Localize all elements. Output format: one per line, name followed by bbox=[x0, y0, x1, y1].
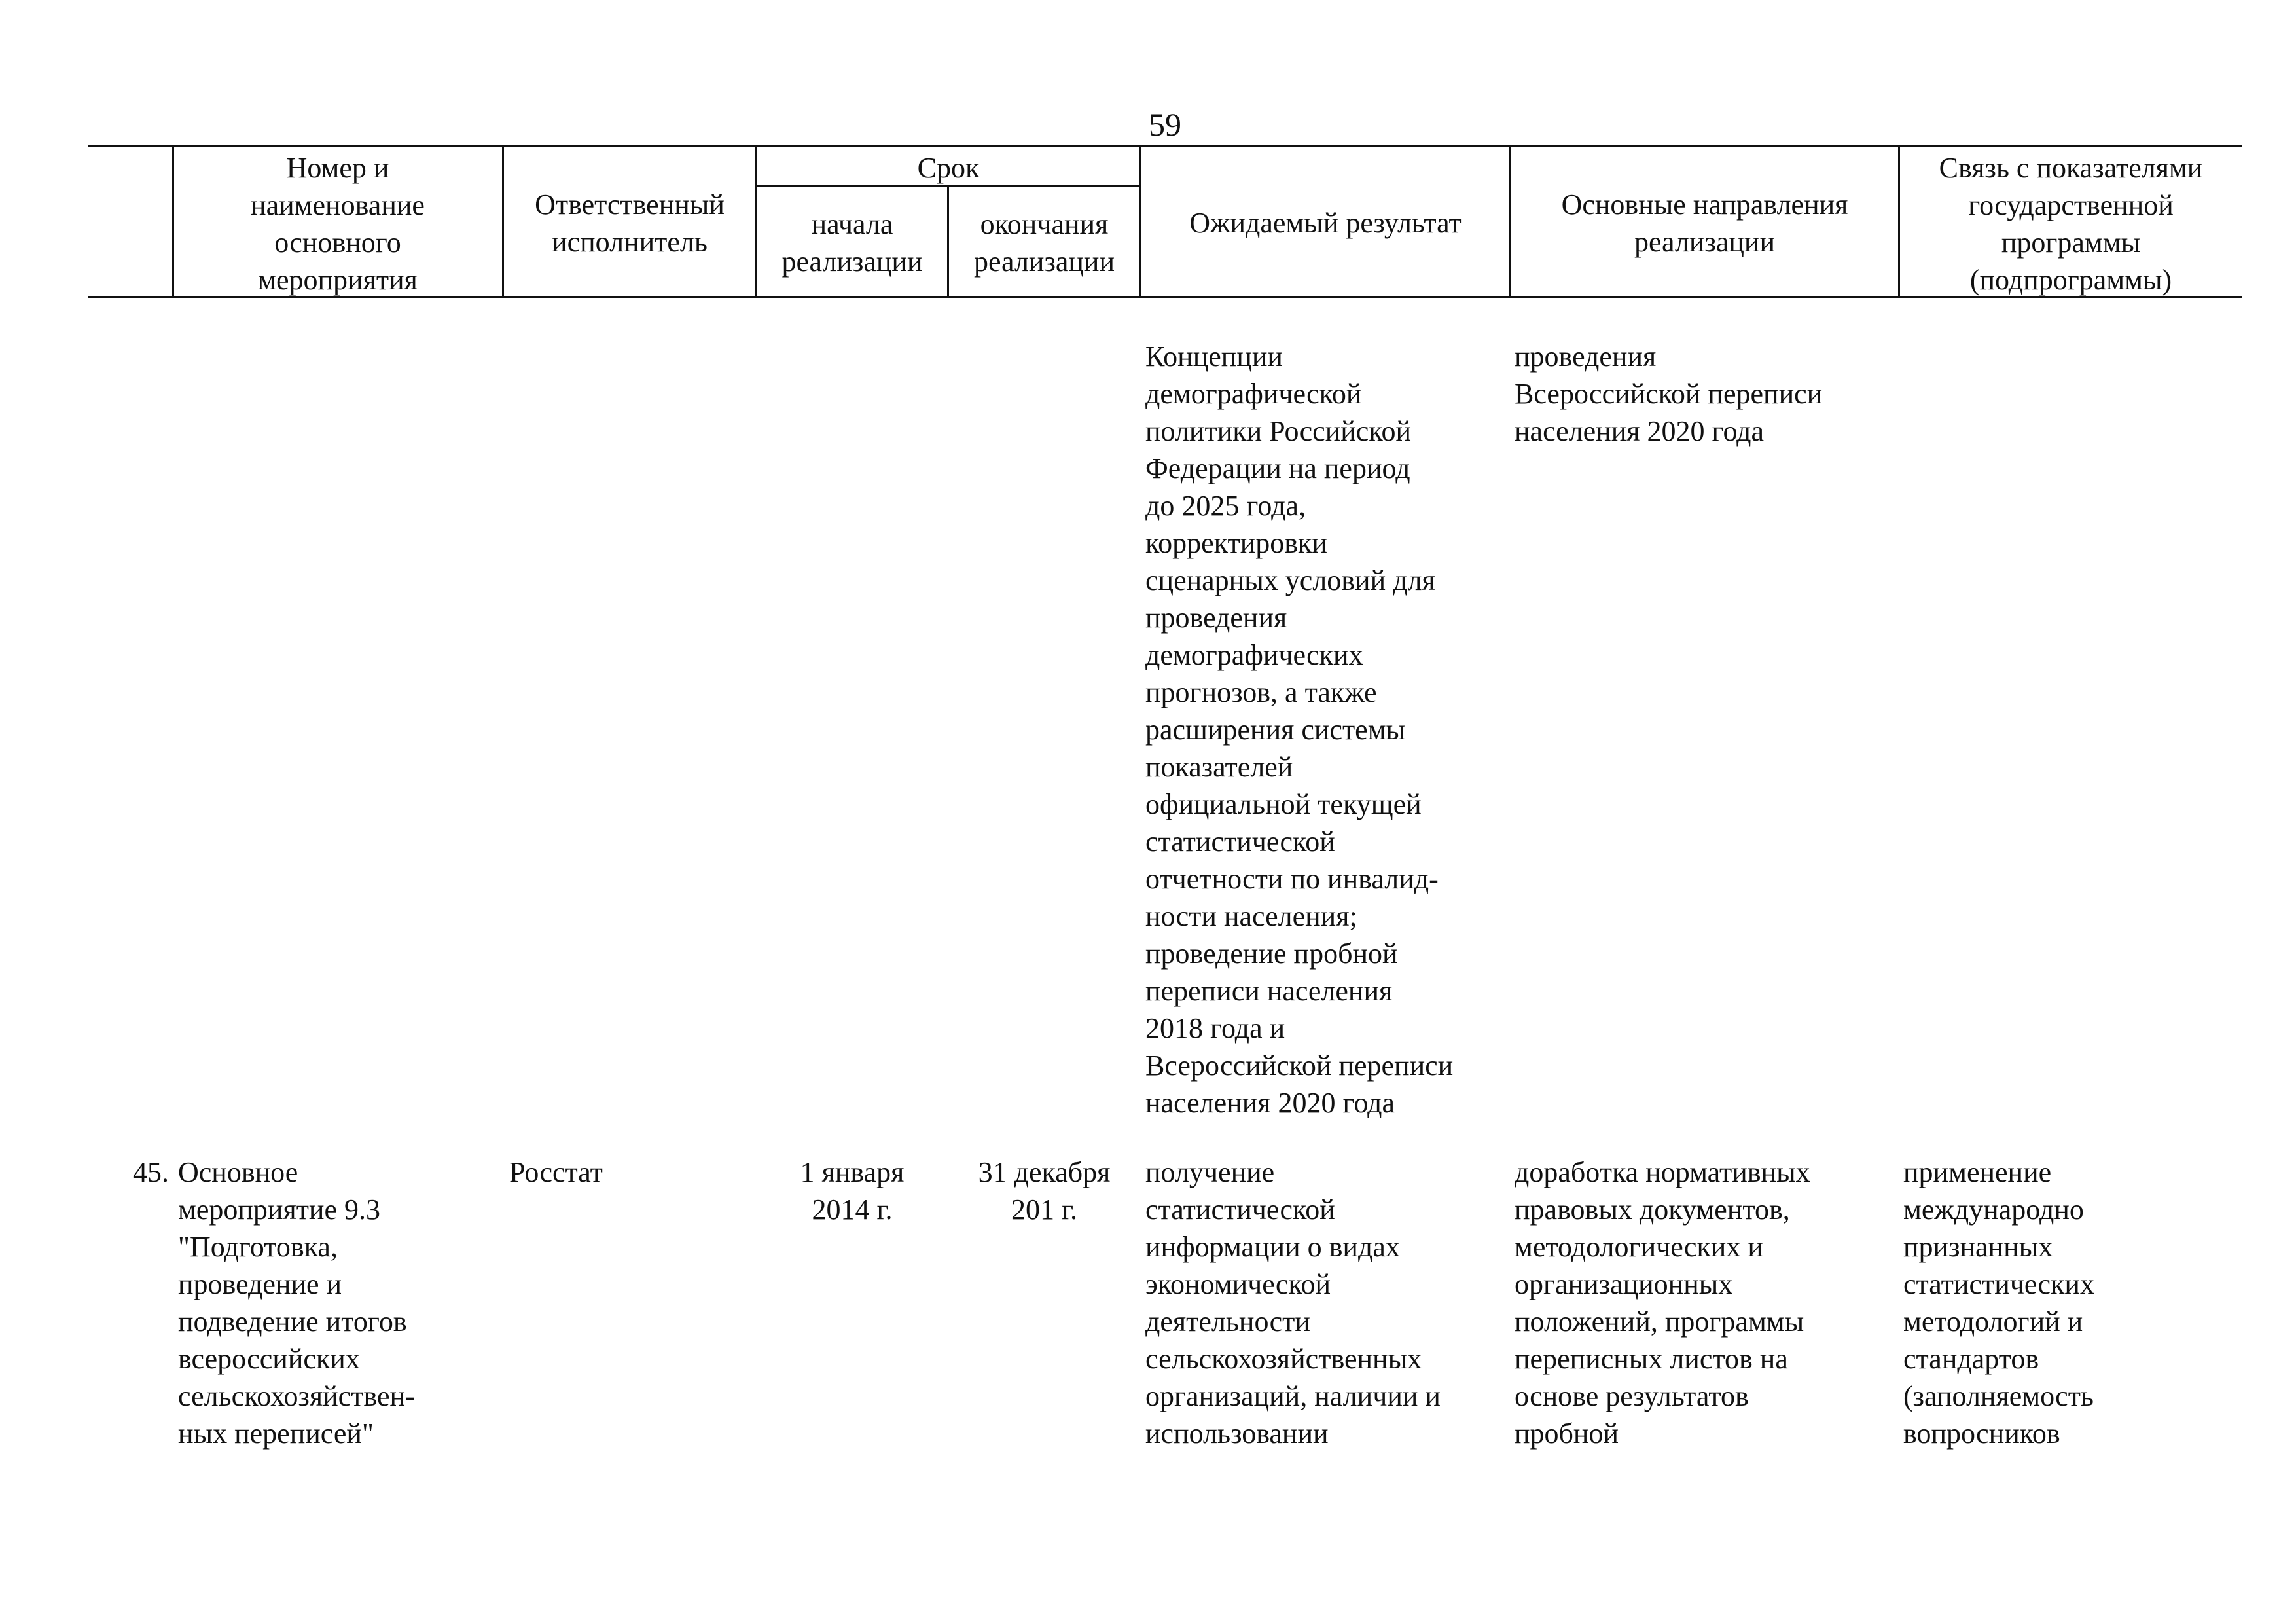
header-directions: Основные направления реализации bbox=[1561, 189, 1848, 258]
row-45-result: получение статистической информации о видах экономической деятельности сельскохозяйственных организаций, наличии и использовании bbox=[1145, 1156, 1441, 1450]
continued-result-text: Концепции демографической политики Российской Федерации на период до 2025 года, корректировки сценарных условий для проведения демографических прогнозов, а также расширения системы показателей официальной текущей статистической отчетности по инвалид- ности населения; проведение пробной переписи населения 2018 года и Всероссийской переписи населения 2020 года bbox=[1145, 340, 1454, 1119]
row-45-link: применение международно признанных статистических методологий и стандартов (заполняемость вопросников bbox=[1903, 1156, 2094, 1450]
row-45-end-date: 31 декабря 201 г. bbox=[978, 1156, 1111, 1226]
row-45-executor: Росстат bbox=[509, 1156, 603, 1188]
row-45-directions: доработка нормативных правовых документов, методологических и организационных положений, программы переписных листов на основе результатов пробной bbox=[1515, 1156, 1810, 1450]
header-result: Ожидаемый результат bbox=[1189, 207, 1462, 239]
header-end: окончания реализации bbox=[973, 208, 1115, 278]
row-45-number: 45. bbox=[133, 1156, 169, 1188]
row-45-start-date: 1 января 2014 г. bbox=[800, 1156, 905, 1226]
header-top-border bbox=[88, 145, 2242, 147]
header-executor: Ответственный исполнитель bbox=[535, 189, 725, 258]
page-number: 59 bbox=[1149, 106, 1181, 143]
header-term: Срок bbox=[917, 152, 980, 184]
header-start: начала реализации bbox=[781, 208, 923, 278]
header-number-name: Номер и наименование основного мероприятия bbox=[251, 152, 425, 296]
row-45-name: Основное мероприятие 9.3 "Подготовка, проведение и подведение итогов всероссийских сельскохозяйствен- ных переписей" bbox=[178, 1156, 415, 1450]
header-link: Связь с показателями государственной программы (подпрограммы) bbox=[1939, 152, 2203, 296]
continued-directions-text: проведения Всероссийской переписи населения 2020 года bbox=[1515, 340, 1823, 447]
